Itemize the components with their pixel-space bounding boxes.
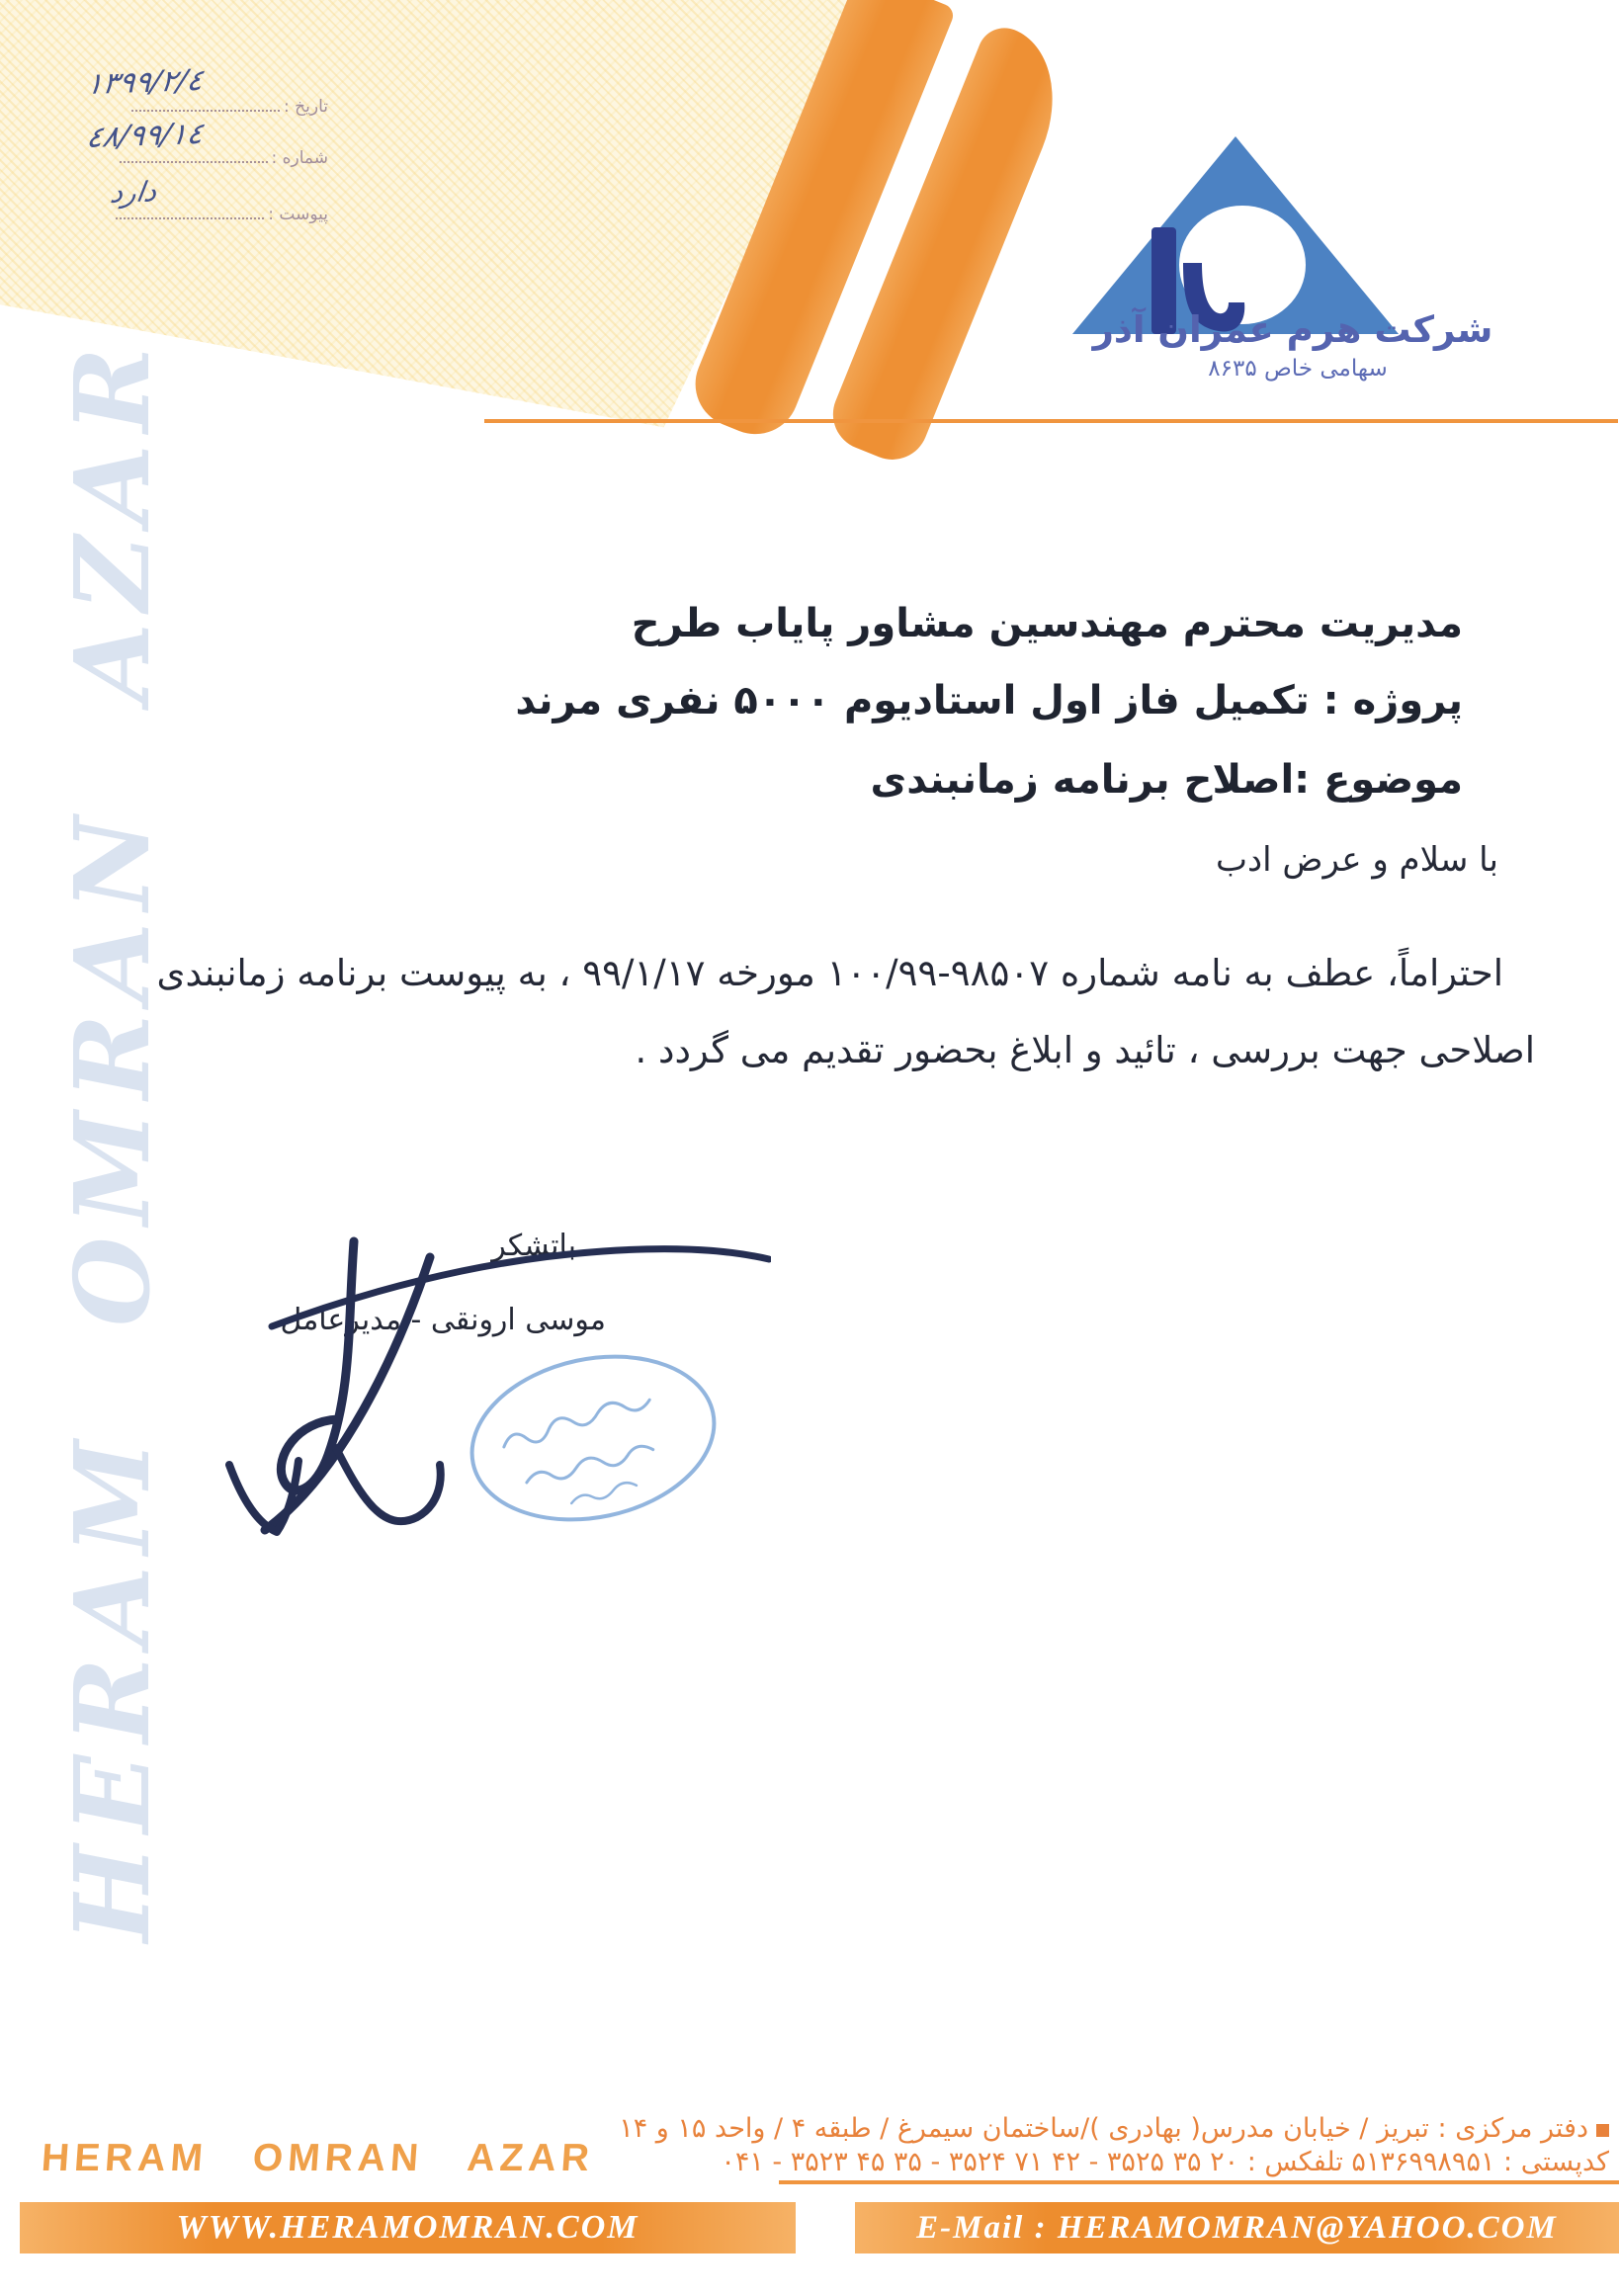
website-url: WWW.HERAMOMRAN.COM [176,2209,639,2246]
dotted-line [120,149,268,163]
company-name-english: HERAM OMRAN AZAR [40,2137,596,2179]
company-name-farsi: شرکت هرم عمران آذر [1092,308,1493,351]
date-field [131,97,328,117]
attachment-label: پیوست : [268,205,328,224]
website-bar [20,2202,796,2253]
body-line-1: احتراماً، عطف به نامه شماره ۱۰۰/۹۹-۹۸۵۰۷ مورخه ۹۹/۱/۱۷ ، به پیوست برنامه زمانبندی [156,952,1503,994]
number-field [120,148,329,168]
postal-phone-line: کدپستی : ۵۱۳۶۹۹۸۹۵۱ تلفکس : ۰۴۱ - ۳۵۲۳ ۴۵ ۳۵ - ۳۵۲۴ ۷۱ ۴۲ - ۳۵۲۵ ۳۵ ۲۰ [721,2147,1609,2177]
dotted-line [116,206,264,219]
email-bar [855,2202,1619,2253]
pyramid-logo-icon [1072,136,1399,336]
date-label: تاریخ : [284,97,328,117]
number-label: شماره : [271,148,328,168]
project-line: پروژه : تکمیل فاز اول استادیوم ۵۰۰۰ نفری مرند [515,678,1463,723]
vertical-watermark-text: HERAM OMRAN AZAR [51,335,173,1942]
dotted-line [131,98,280,112]
date-handwritten-value: ۱۳۹۹/۲/٤ [84,62,206,103]
company-stamp [450,1334,736,1542]
salutation-line: با سلام و عرض ادب [1215,840,1498,880]
company-type-farsi: سهامی خاص ۸۶۳۵ [1208,356,1388,382]
footer-divider-line [779,2180,1619,2184]
postal-code: ۵۱۳۶۹۹۸۹۵۱ [1351,2147,1495,2177]
recipient-line: مدیریت محترم مهندسین مشاور پایاب طرح [631,601,1463,646]
email-address: E-Mail : HERAMOMRAN@YAHOO.COM [916,2209,1558,2246]
signatory-line: موسی ارونقی - مدیرعامل [280,1303,606,1337]
closing-line: باتشکر [491,1229,576,1263]
number-handwritten-value: ٤۸/۹۹/۱٤ [84,116,206,156]
phone-numbers: ۰۴۱ - ۳۵۲۳ ۴۵ ۳۵ - ۳۵۲۴ ۷۱ ۴۲ - ۳۵۲۵ ۳۵ ۲۰ [721,2147,1239,2177]
address-line: دفتر مرکزی : تبریز / خیابان مدرس( بهادری )/ساختمان سیمرغ / طبقه ۴ / واحد ۱۵ و ۱۴ [619,2113,1609,2144]
attachment-handwritten-value: دارد [108,175,159,210]
body-line-2: اصلاحی جهت بررسی ، تائید و ابلاغ بحضور تقدیم می گردد . [635,1029,1535,1071]
header-divider-line [484,419,1618,423]
body-paragraph [156,935,1535,1089]
bullet-square-icon [1596,2124,1609,2137]
subject-line: موضوع :اصلاح برنامه زمانبندی [870,757,1463,803]
reference-number: ۱۰۰/۹۹-۹۸۵۰۷ [826,952,1050,994]
attachment-field [116,205,328,224]
